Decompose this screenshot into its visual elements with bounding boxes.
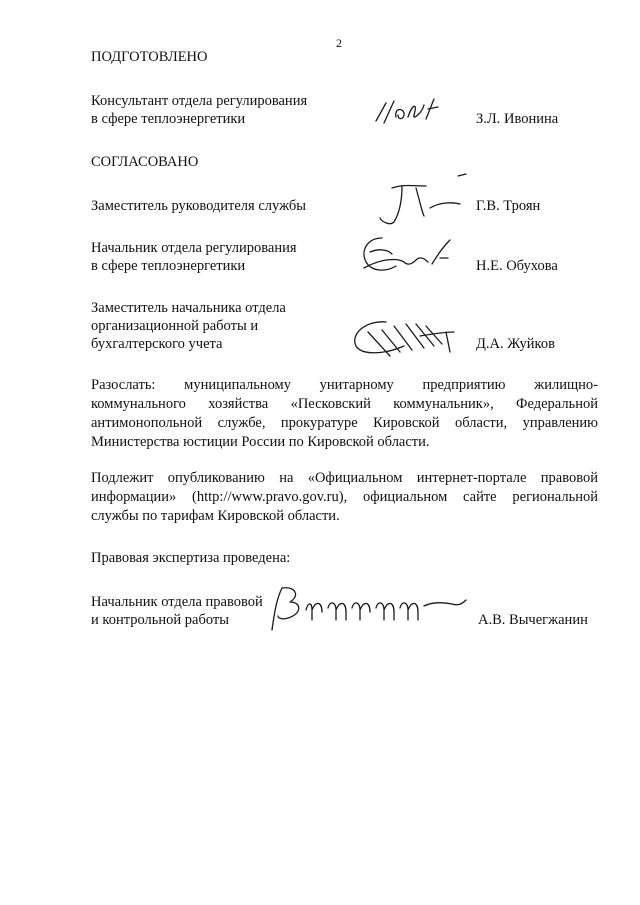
- signatory-2-position-line2: в сфере теплоэнергетики: [91, 258, 246, 274]
- publication-line-3: службы по тарифам Кировской области.: [91, 508, 340, 524]
- signatory-3-position-line3: бухгалтерского учета: [91, 336, 223, 352]
- prepared-position-line2: в сфере теплоэнергетики: [91, 111, 246, 127]
- distribution-line-1: Разослать: муниципальному унитарному предприятию жилищно-: [91, 377, 598, 393]
- distribution-block: [91, 376, 598, 452]
- publication-line-2: информации» (http://www.pravo.gov.ru), официальном сайте региональной: [91, 489, 598, 505]
- signature-vychegzhanin: [266, 580, 476, 636]
- publication-block: [91, 469, 598, 526]
- signatory-2-position-line1: Начальник отдела регулирования: [91, 240, 297, 256]
- page-number: 2: [336, 36, 342, 50]
- distribution-line-3: антимонопольной службе, прокуратуре Кировской области, управлению: [91, 415, 598, 431]
- signatory-3-name: Д.А. Жуйков: [476, 336, 555, 352]
- prepared-name: З.Л. Ивонина: [476, 111, 559, 127]
- signature-ivonina: [372, 95, 442, 131]
- signature-zhuykov: [346, 312, 462, 362]
- prepared-position-line1: Консультант отдела регулирования: [91, 93, 308, 109]
- prepared-heading: ПОДГОТОВЛЕНО: [91, 49, 208, 65]
- signatory-2-name: Н.Е. Обухова: [476, 258, 558, 274]
- signatory-1-position: Заместитель руководителя службы: [91, 198, 307, 214]
- distribution-line-4: Министерства юстиции России по Кировской области.: [91, 434, 430, 450]
- publication-line-1: Подлежит опубликованию на «Официальном интернет-портале правовой: [91, 470, 598, 486]
- legal-review-position-line2: и контрольной работы: [91, 612, 229, 628]
- signatory-1-name: Г.В. Троян: [476, 198, 541, 214]
- legal-review-position-line1: Начальник отдела правовой: [91, 594, 263, 610]
- signature-obukhova: [352, 228, 462, 284]
- agreed-heading: СОГЛАСОВАНО: [91, 154, 199, 170]
- signature-troyan: [372, 172, 472, 230]
- legal-review-statement: Правовая экспертиза проведена:: [91, 550, 291, 566]
- signatory-3-position-line1: Заместитель начальника отдела: [91, 300, 286, 316]
- legal-review-name: А.В. Вычегжанин: [478, 612, 588, 628]
- signatory-3-position-line2: организационной работы и: [91, 318, 259, 334]
- distribution-line-2: коммунального хозяйства «Песковский коммунальник», Федеральной: [91, 396, 598, 412]
